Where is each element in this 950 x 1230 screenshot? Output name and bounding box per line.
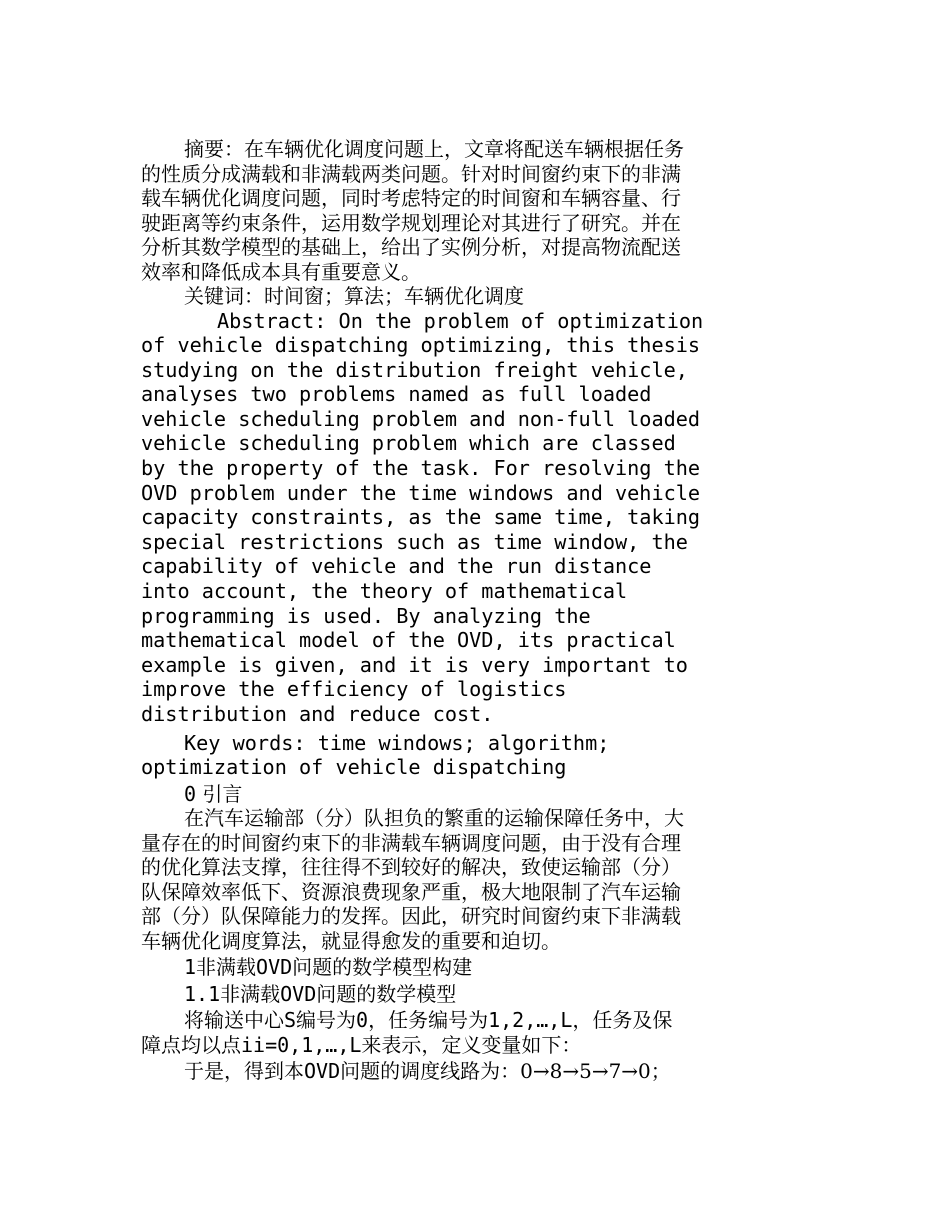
abstract-cn-line: 驶距离等约束条件，运用数学规划理论对其进行了研究。并在 [141,210,681,235]
model-symbol: ii=0,1,…,L [241,1032,362,1057]
abstract-en-line: studying on the distribution freight vehicle, [141,357,688,382]
abstract-en-line: improve the efficiency of logistics [141,677,567,702]
section-title: 引言 [202,781,243,806]
abstract-en-line: OVD problem under the time windows and vehicle [141,480,701,505]
keywords-en [141,731,741,780]
result-route: 0→8→5→7→0 [520,1059,651,1084]
intro-line: 在汽车运输部（分）队担负的繁重的运输保障任务中，大 [184,806,684,831]
model-text: 来表示，定义变量如下： [361,1032,582,1057]
abstract-en [141,309,741,727]
section-heading-1 [141,955,741,980]
intro-line: 队保障效率低下、资源浪费现象严重，极大地限制了汽车运输 [141,879,681,904]
abstract-cn-line: 效率和降低成本具有重要意义。 [141,259,421,284]
abstract-cn-line: 分析其数学模型的基础上，给出了实例分析，对提高物流配送 [141,235,681,259]
keywords-en-line: optimization of vehicle dispatching [141,755,567,780]
result-text: 问题的调度线路为： [340,1059,521,1084]
abstract-en-line: distribution and reduce cost. [141,702,494,726]
abstract-en-line: vehicle scheduling problem which are classed [141,431,676,456]
section-heading-1-1 [141,982,741,1007]
section-title-post: 问题的数学模型构建 [292,955,473,980]
model-paragraph [141,1008,741,1057]
result-paragraph [141,1059,741,1084]
result-text: 于是，得到本 [184,1059,304,1084]
section-title-pre: 非满载 [196,955,257,980]
abstract-en-line: vehicle scheduling problem and non-full loaded [141,406,701,431]
abstract-en-line: analyses two problems named as full loaded [141,382,652,407]
section-title-acronym: OVD [256,955,293,980]
model-text: 编号为 [296,1008,357,1033]
abstract-cn-line: 载车辆优化调度问题，同时考虑特定的时间窗和车辆容量、行 [141,186,681,210]
section-number: 1.1 [184,981,221,1006]
abstract-en-line: example is given, and it is very important to [141,652,688,677]
keywords-en-line: Key words: time windows; algorithm; [184,730,610,755]
section-heading-0 [141,782,741,807]
intro-paragraph [141,806,741,953]
result-text: ； [650,1059,671,1084]
intro-line: 车辆优化调度算法，就显得愈发的重要和迫切。 [141,928,561,953]
model-symbol: S [284,1008,297,1033]
abstract-en-line: capacity constraints, as the same time, taking [141,505,701,530]
abstract-en-line: by the property of the task. For resolving the [141,456,701,481]
abstract-en-line: capability of vehicle and the run distance [141,554,652,579]
section-title-pre: 非满载 [220,981,281,1006]
keywords-cn-text: 关键词：时间窗；算法；车辆优化调度 [184,284,524,308]
abstract-en-line: special restrictions such as time window, the [141,529,688,554]
section-title-acronym: OVD [280,981,317,1006]
document-body [141,137,741,1084]
abstract-en-line: mathematical model of the OVD, its practical [141,628,676,653]
intro-line: 的优化算法支撑，往往得不到较好的解决，致使运输部（分） [141,855,681,880]
keywords-cn [141,284,741,309]
model-text: 障点均以点 [141,1032,241,1057]
abstract-cn-line: 的性质分成满载和非满载两类问题。针对时间窗约束下的非满 [141,161,681,186]
abstract-en-line: programming is used. By analyzing the [141,603,591,628]
model-symbol: 0 [356,1008,369,1033]
model-text: ，任务编号为 [368,1008,489,1033]
section-number: 1 [184,955,197,980]
intro-line: 量存在的时间窗约束下的非满载车辆调度问题，由于没有合理 [141,830,681,855]
model-symbol: 1,2,…,L [488,1008,573,1033]
model-text: 将输送中心 [184,1008,284,1033]
section-title-post: 问题的数学模型 [316,981,457,1006]
section-number: 0 [184,781,197,806]
intro-line: 部（分）队保障能力的发挥。因此，研究时间窗约束下非满载 [141,904,681,929]
model-text: ，任务及保 [572,1008,673,1033]
abstract-en-line: Abstract: On the problem of optimization [217,308,704,333]
abstract-cn [141,137,741,284]
result-acronym: OVD [304,1059,341,1084]
abstract-en-line: into account, the theory of mathematical [141,579,628,604]
abstract-en-line: of vehicle dispatching optimizing, this thesis [141,333,701,358]
abstract-cn-line: 摘要：在车辆优化调度问题上，文章将配送车辆根据任务 [184,137,684,161]
